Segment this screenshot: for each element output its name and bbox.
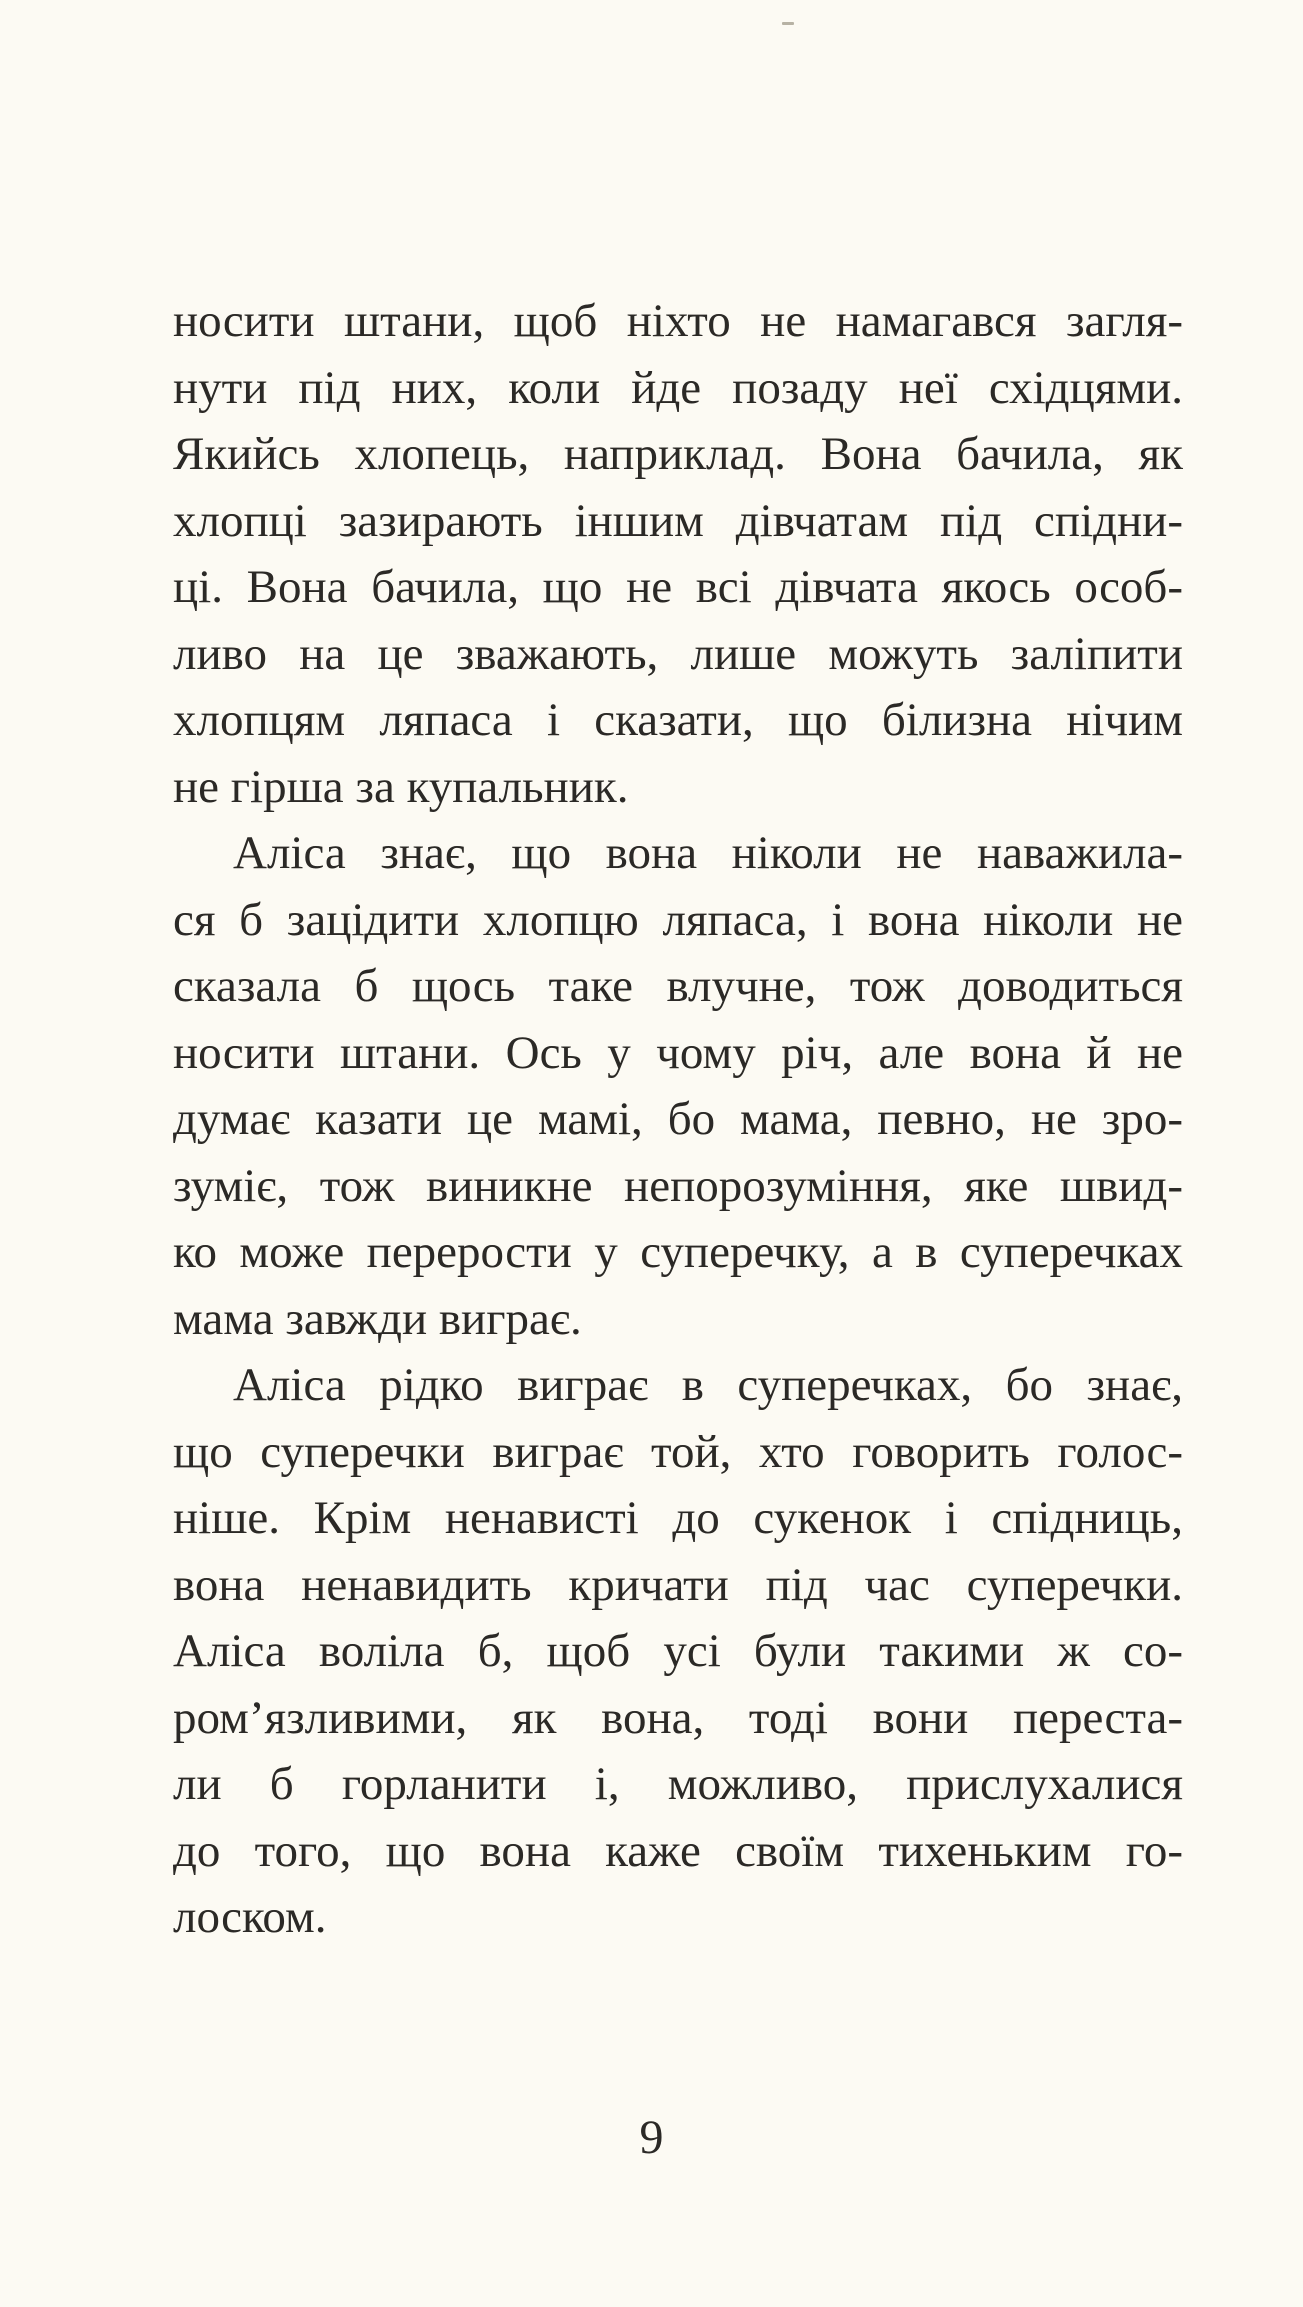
- text-line: сказала б щось таке влучне, тож доводиться: [173, 960, 1183, 1012]
- text-line: ніше. Крім ненависті до сукенок і спідниць,: [173, 1492, 1183, 1544]
- text-line: Аліса рідко виграє в суперечках, бо знає,: [233, 1359, 1183, 1411]
- text-line: лоском.: [173, 1891, 327, 1943]
- text-line: носити штани. Ось у чому річ, але вона й не: [173, 1026, 1183, 1079]
- text-line: ко може перерости у суперечку, а в суперечках: [173, 1226, 1183, 1278]
- text-line: Аліса воліла б, щоб усі були такими ж со-: [173, 1625, 1183, 1677]
- text-line: зуміє, тож виникне непорозуміння, яке швид-: [173, 1159, 1183, 1212]
- text-line: нути під них, коли йде позаду неї східцями.: [173, 361, 1183, 414]
- text-line: хлопцям ляпаса і сказати, що білизна нічим: [173, 694, 1183, 746]
- text-line: до того, що вона каже своїм тихеньким го-: [173, 1824, 1183, 1877]
- text-line: ці. Вона бачила, що не всі дівчата якось особ-: [173, 561, 1183, 613]
- paragraph-3: [173, 1352, 1183, 1951]
- page-number: 9: [639, 2111, 664, 2164]
- text-line: думає казати це мамі, бо мама, певно, не зро-: [173, 1093, 1183, 1145]
- paragraph-2: [173, 820, 1183, 1352]
- text-line: ли б горланити і, можливо, прислухалися: [173, 1758, 1183, 1810]
- text-line: носити штани, щоб ніхто не намагався загля-: [173, 295, 1183, 347]
- body-text: [173, 288, 1183, 1951]
- text-line: ром’язливими, як вона, тоді вони переста-: [173, 1691, 1183, 1744]
- paragraph-1: [173, 288, 1183, 820]
- text-line: вона ненавидить кричати під час суперечки.: [173, 1558, 1183, 1611]
- text-line: мама завжди виграє.: [173, 1292, 582, 1345]
- print-mark: [782, 22, 794, 25]
- text-line: що суперечки виграє той, хто говорить голос-: [173, 1425, 1183, 1478]
- text-line: Аліса знає, що вона ніколи не наважила-: [233, 827, 1183, 879]
- text-line: хлопці зазирають іншим дівчатам під спідни-: [173, 494, 1183, 547]
- text-line: ливо на це зважають, лише можуть заліпити: [173, 627, 1183, 680]
- text-line: не гірша за купальник.: [173, 760, 629, 813]
- text-line: ся б зацідити хлопцю ляпаса, і вона ніколи не: [173, 893, 1183, 946]
- text-line: Якийсь хлопець, наприклад. Вона бачила, як: [173, 428, 1183, 480]
